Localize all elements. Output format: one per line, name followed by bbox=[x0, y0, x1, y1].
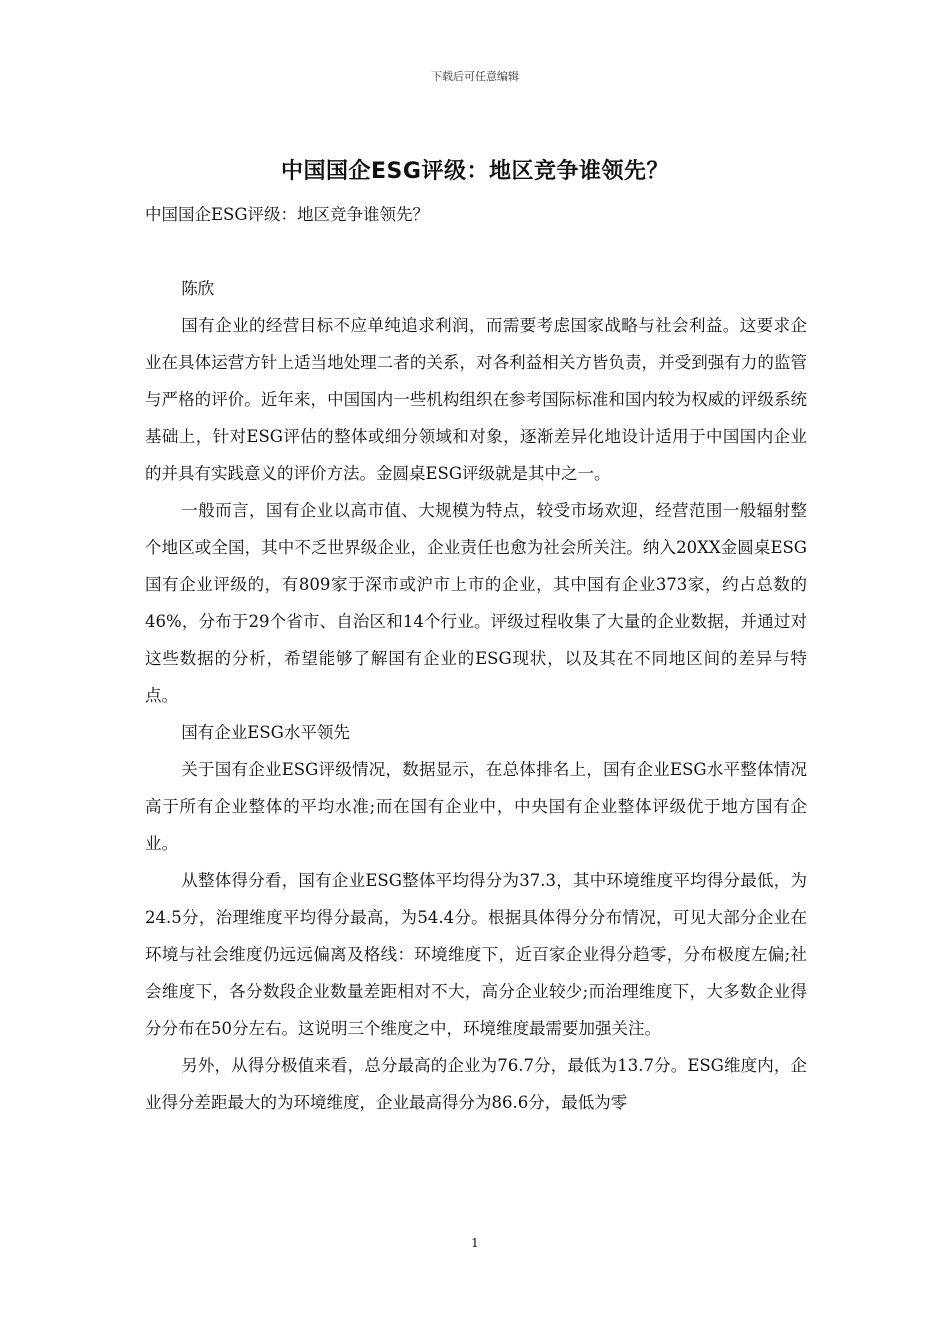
paragraph: 一般而言，国有企业以高市值、大规模为特点，较受市场欢迎，经营范围一般辐射整个地区或全国，其中不乏世界级企业，企业责任也愈为社会所关注。纳入20XX金圆桌ESG国有企业评级的，有809家于深市或沪市上市的企业，其中国有企业373家，约占总数的46%，分布于29个省市、自治区和14个行业。评级过程收集了大量的企业数据，并通过对这些数据的分析，希望能够了解国有企业的ESG现状，以及其在不同地区间的差异与特点。 bbox=[145, 501, 807, 705]
document-title: 中国国企ESG评级：地区竞争谁领先？ bbox=[281, 159, 669, 184]
page-number: 1 bbox=[471, 1236, 479, 1250]
paragraph: 另外，从得分极值来看，总分最高的企业为76.7分，最低为13.7分。ESG维度内，企业得分差距最大的为环境维度，企业最高得分为86.6分，最低为零 bbox=[145, 1056, 807, 1112]
blank-line bbox=[145, 233, 807, 270]
document-subtitle: 中国国企ESG评级：地区竞争谁领先？ bbox=[145, 205, 430, 224]
document-body bbox=[145, 196, 807, 1121]
header-note: 下载后可任意编辑 bbox=[431, 70, 519, 83]
paragraph: 关于国有企业ESG评级情况，数据显示，在总体排名上，国有企业ESG水平整体情况高于所有企业整体的平均水准;而在国有企业中，中央国有企业整体评级优于地方国有企业。 bbox=[145, 760, 807, 853]
author-name: 陈欣 bbox=[181, 279, 215, 298]
paragraph: 从整体得分看，国有企业ESG整体平均得分为37.3，其中环境维度平均得分最低，为24.5分，治理维度平均得分最高，为54.4分。根据具体得分分布情况，可见大部分企业在环境与社会维度仍远远偏离及格线：环境维度下，近百家企业得分趋零，分布极度左偏;社会维度下，各分数段企业数量差距相对不大，高分企业较少;而治理维度下，大多数企业得分分布在50分左右。这说明三个维度之中，环境维度最需要加强关注。 bbox=[145, 871, 807, 1038]
section-heading: 国有企业ESG水平领先 bbox=[181, 723, 350, 742]
paragraph: 国有企业的经营目标不应单纯追求利润，而需要考虑国家战略与社会利益。这要求企业在具体运营方针上适当地处理二者的关系，对各利益相关方皆负责，并受到强有力的监管与严格的评价。近年来，中国国内一些机构组织在参考国际标准和国内较为权威的评级系统基础上，针对ESG评估的整体或细分领域和对象，逐渐差异化地设计适用于中国国内企业的并具有实践意义的评价方法。金圆桌ESG评级就是其中之一。 bbox=[145, 316, 807, 483]
